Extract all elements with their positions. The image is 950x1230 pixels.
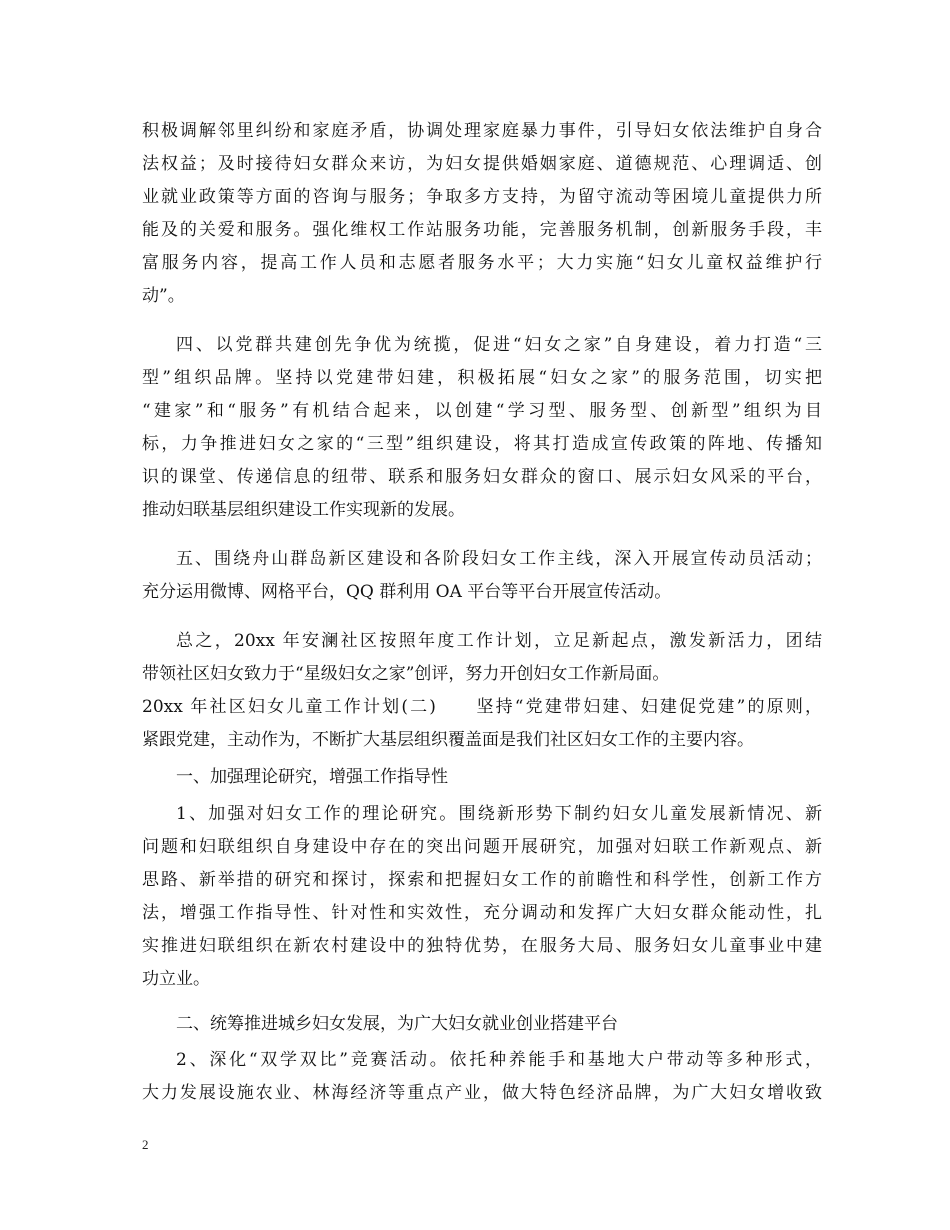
section-heading: 二、统筹推进城乡妇女发展，为广大妇女就业创业搭建平台 — [176, 1014, 618, 1034]
text-line: 功立业。 — [142, 969, 210, 989]
paragraph-first-line: 五、围绕舟山群岛新区建设和各阶段妇女工作主线，深入开展宣传动员活动； — [176, 549, 822, 569]
text-line: 问题和妇联组织自身建设中存在的突出问题开展研究，加强对妇联工作新观点、新 — [142, 837, 822, 857]
text-line: 积极调解邻里纠纷和家庭矛盾，协调处理家庭暴力事件，引导妇女依法维护自身合 — [142, 121, 822, 141]
text-line: 大力发展设施农业、林海经济等重点产业，做大特色经济品牌，为广大妇女增收致 — [142, 1083, 822, 1103]
text-line: 型”组织品牌。坚持以党建带妇建，积极拓展“妇女之家”的服务范围，切实把 — [142, 368, 822, 388]
paragraph-first-line: 总之，20xx 年安澜社区按照年度工作计划，立足新起点，激发新活力，团结 — [176, 631, 822, 651]
text-line: 业就业政策等方面的咨询与服务；争取多方支持，为留守流动等困境儿童提供力所 — [142, 187, 822, 207]
text-line: 法权益；及时接待妇女群众来访，为妇女提供婚姻家庭、道德规范、心理调适、创 — [142, 154, 822, 174]
text-line: 富服务内容，提高工作人员和志愿者服务水平；大力实施“妇女儿童权益维护行 — [142, 253, 822, 273]
text-line: 推动妇联基层组织建设工作实现新的发展。 — [142, 500, 465, 520]
page-number: 2 — [142, 1137, 149, 1152]
text-line: 动”。 — [142, 286, 185, 306]
paragraph-first-line: 1、加强对妇女工作的理论研究。围绕新形势下制约妇女儿童发展新情况、新 — [176, 804, 822, 824]
paragraph-first-line: 四、以党群共建创先争优为统揽，促进“妇女之家”自身建设，着力打造“三 — [176, 335, 822, 355]
text-line: “建家”和“服务”有机结合起来，以创建“学习型、服务型、创新型”组织为目 — [142, 401, 822, 421]
section-heading: 一、加强理论研究，增强工作指导性 — [176, 767, 448, 787]
text-line: 带领社区妇女致力于“星级妇女之家”创评，努力开创妇女工作新局面。 — [142, 664, 670, 684]
text-line: 实推进妇联组织在新农村建设中的独特优势，在服务大局、服务妇女儿童事业中建 — [142, 936, 822, 956]
section-heading-line: 20xx 年社区妇女儿童工作计划(二) 坚持“党建带妇建、妇建促党建”的原则， — [142, 697, 822, 717]
text-line: 紧跟党建，主动作为，不断扩大基层组织覆盖面是我们社区妇女工作的主要内容。 — [142, 730, 754, 750]
text-line: 充分运用微博、网格平台，QQ 群利用 OA 平台等平台开展宣传活动。 — [142, 582, 672, 602]
text-line: 思路、新举措的研究和探讨，探索和把握妇女工作的前瞻性和科学性，创新工作方 — [142, 870, 822, 890]
text-line: 法，增强工作指导性、针对性和实效性，充分调动和发挥广大妇女群众能动性，扎 — [142, 903, 822, 923]
text-line: 能及的关爱和服务。强化维权工作站服务功能，完善服务机制，创新服务手段，丰 — [142, 220, 822, 240]
paragraph-first-line: 2、深化“双学双比”竞赛活动。依托种养能手和基地大户带动等多种形式， — [176, 1050, 822, 1070]
text-line: 标，力争推进妇女之家的“三型”组织建设，将其打造成宣传政策的阵地、传播知 — [142, 434, 822, 454]
text-line: 识的课堂、传递信息的纽带、联系和服务妇女群众的窗口、展示妇女风采的平台， — [142, 467, 822, 487]
